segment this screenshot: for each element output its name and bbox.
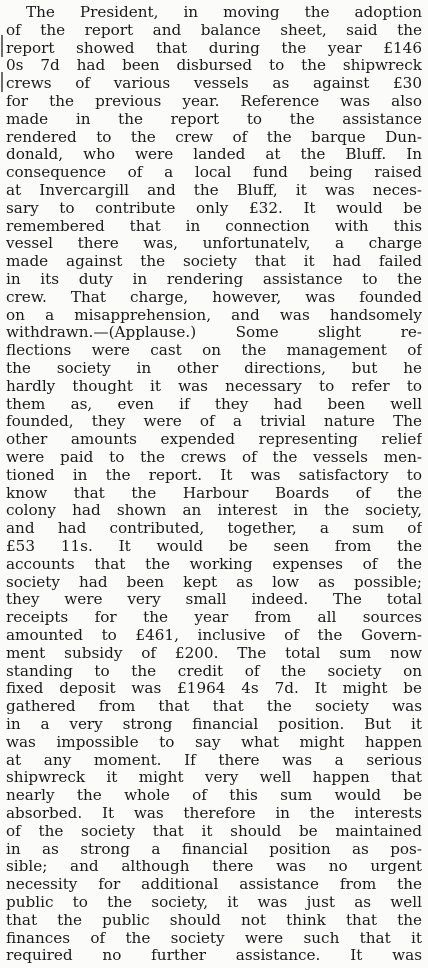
text-line: society had been kept as low as possible; [6, 572, 422, 591]
text-line: remembered that in connection with this [6, 216, 422, 235]
text-line: absorbed. It was therefore in the interests [6, 804, 422, 822]
text-line: fixed deposit was £1964 4s 7d. It might be [6, 679, 422, 698]
text-line: at Invercargill and the Bluff, it was neces- [6, 181, 422, 199]
text-line: consequence of a local fund being raised [6, 163, 422, 182]
text-line: crews of various vessels as against £30 [6, 74, 422, 93]
text-line: was impossible to say what might happen [6, 732, 422, 751]
text-line: shipwreck it might very well happen that [6, 768, 422, 787]
text-line: founded, they were of a trivial nature The [6, 412, 422, 431]
text-line: the society in other directions, but he [6, 359, 422, 377]
text-line: donald, who were landed at the Bluff. In [6, 145, 422, 164]
text-line: finances of the society were such that it [6, 928, 422, 947]
text-line: vessel there was, unfortunatelv, a charge [6, 234, 422, 253]
text-line: tioned in the report. It was satisfactory to [6, 465, 422, 484]
text-line: crew. That charge, however, was founded [6, 287, 422, 306]
text-line: in a very strong financial position. But it [6, 715, 422, 733]
text-line: know that the Harbour Boards of the [6, 483, 422, 502]
text-line: ment subsidy of £200. The total sum now [6, 643, 422, 662]
text-line: standing to the credit of the society on [6, 661, 422, 680]
text-line: that the public should not think that the [6, 910, 422, 929]
text-line: nearly the whole of this sum would be [6, 786, 422, 805]
text-line: accounts that the working expenses of the [6, 554, 422, 573]
text-line: of the society that it should be maintained [6, 821, 422, 840]
text-line: colony had shown an interest in the society, [6, 501, 422, 520]
text-line: of the report and balance sheet, said the [6, 20, 422, 39]
text-line: for the previous year. Reference was also [6, 92, 422, 110]
column-rule-mark [1, 35, 3, 57]
text-line: and had contributed, together, a sum of [6, 519, 422, 538]
text-line: at any moment. If there was a serious [6, 750, 422, 769]
text-line: them as, even if they had been well [6, 394, 422, 413]
text-line: £53 11s. It would be seen from the [6, 537, 422, 555]
text-line: on a misapprehension, and was handsomely [6, 305, 422, 324]
text-line: receipts for the year from all sources [6, 608, 422, 627]
column-rule-mark [1, 72, 3, 92]
text-line: flections were cast on the management of [6, 341, 422, 360]
text-line: in as strong a financial position as pos- [6, 839, 422, 858]
text-line: made against the society that it had failed [6, 252, 422, 271]
text-line: required no further assistance. It was [6, 946, 422, 965]
text-line: 0s 7d had been disbursed to the shipwreck [6, 56, 422, 75]
text-line: other amounts expended representing relief [6, 430, 422, 449]
text-line: made in the report to the assistance [6, 109, 422, 128]
text-line: public to the society, it was just as well [6, 893, 422, 911]
text-line: hardly thought it was necessary to refer to [6, 376, 422, 395]
text-line: in its duty in rendering assistance to the [6, 270, 422, 288]
text-line: gathered from that that the society was [6, 697, 422, 716]
text-line: necessity for additional assistance from the [6, 875, 422, 894]
text-line: report showed that during the year £146 [6, 38, 422, 57]
text-line: were paid to the crews of the vessels men- [6, 448, 422, 466]
text-line: sary to contribute only £32. It would be [6, 198, 422, 217]
text-line: rendered to the crew of the barque Dun- [6, 127, 422, 146]
text-line: withdrawn.—(Applause.) Some slight re- [6, 323, 422, 342]
text-line: sible; and although there was no urgent [6, 857, 422, 876]
paragraph-first-line: The President, in moving the adoption [26, 3, 422, 21]
text-line: amounted to £461, inclusive of the Govern- [6, 626, 422, 644]
text-line: they were very small indeed. The total [6, 590, 422, 609]
